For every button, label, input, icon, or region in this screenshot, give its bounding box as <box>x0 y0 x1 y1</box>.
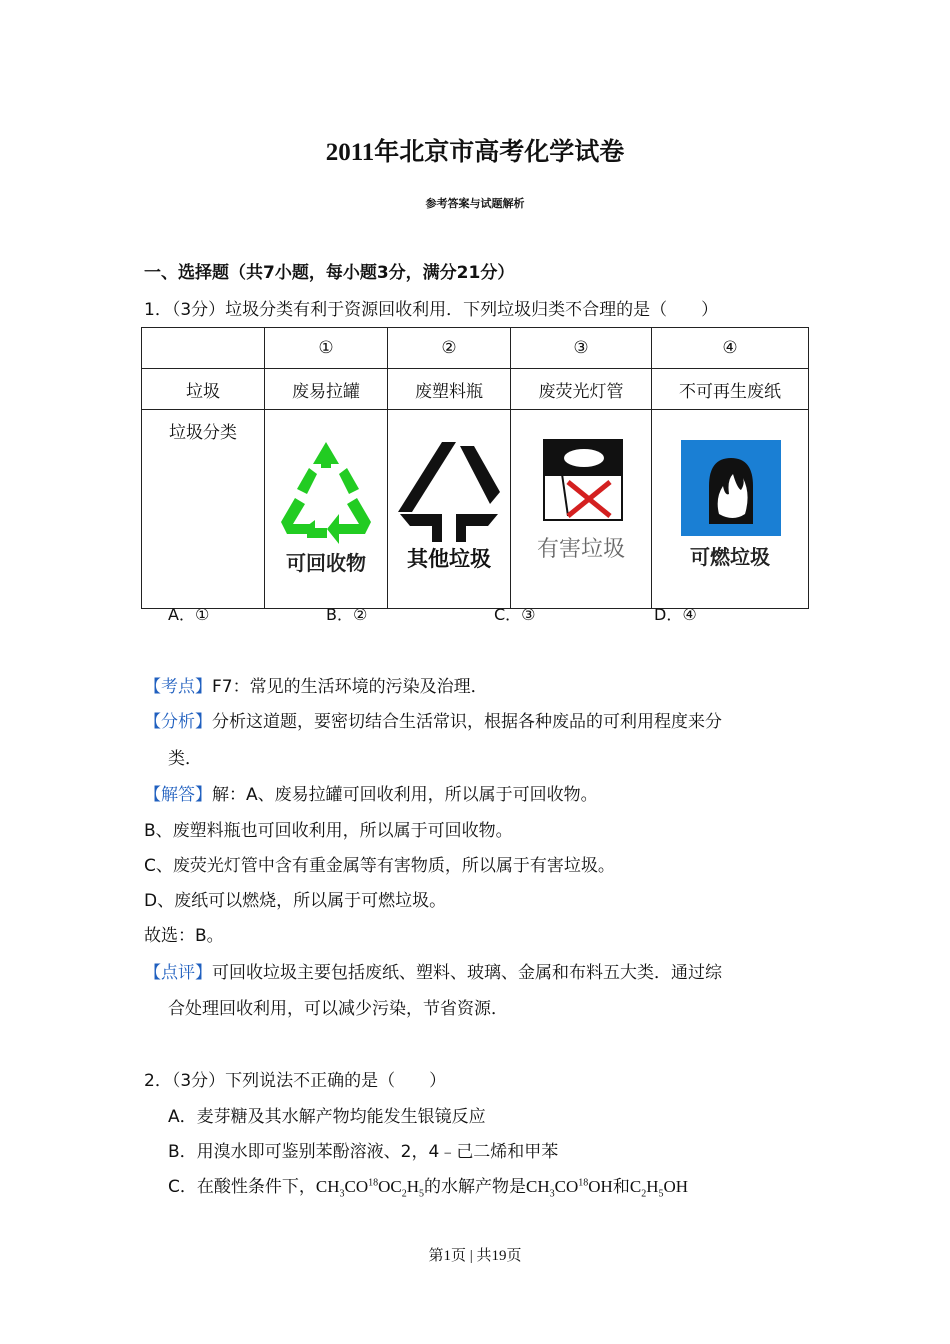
fenxi-text: 分析这道题，要密切结合生活常识，根据各种废品的可利用程度来分 <box>212 712 722 732</box>
dianping-line <box>144 958 722 983</box>
garbage-item-3: 废荧光灯管 <box>511 369 652 410</box>
page-subtitle: 参考答案与试题解析 <box>425 197 525 210</box>
fenxi-continued: 类． <box>168 749 202 769</box>
question-2-stem: 2．（3分）下列说法不正确的是（ ） <box>144 1071 447 1091</box>
formula-ethanol: $C_2H_5OH$ <box>629 1177 689 1200</box>
logo-cell-recyclable <box>265 410 388 609</box>
q2-option-c[interactable] <box>168 1172 688 1199</box>
logo-label-flammable: 可燃垃圾 <box>690 545 770 569</box>
table-header-2: ② <box>388 328 511 369</box>
table-header-3: ③ <box>511 328 652 369</box>
row-label-garbage: 垃圾 <box>142 369 265 410</box>
option-c[interactable]: C．③ <box>494 605 536 624</box>
jieda-c: C、废荧光灯管中含有重金属等有害物质，所以属于有害垃圾。 <box>144 856 615 876</box>
row-label-category: 垃圾分类 <box>142 410 265 609</box>
q2-option-c-mid: 的水解产物是 <box>424 1177 527 1197</box>
option-b[interactable]: B．② <box>326 605 368 624</box>
jieda-d: D、废纸可以燃烧，所以属于可燃垃圾。 <box>144 891 447 911</box>
fenxi-line <box>144 707 722 732</box>
logo-label-other: 其他垃圾 <box>407 547 491 571</box>
jieda-b: B、废塑料瓶也可回收利用，所以属于可回收物。 <box>144 821 513 841</box>
fenxi-tag: 【分析】 <box>144 712 212 732</box>
dianping-continued: 合处理回收利用，可以减少污染，节省资源． <box>168 999 508 1019</box>
logo-cell-flammable <box>652 410 809 609</box>
garbage-item-4: 不可再生废纸 <box>652 369 809 410</box>
q2-option-b[interactable]: B．用溴水即可鉴别苯酚溶液、2，4﹣己二烯和甲苯 <box>168 1142 559 1162</box>
dianping-tag: 【点评】 <box>144 963 212 983</box>
formula-acid: $CH_3CO^{18}OH$ <box>526 1177 613 1200</box>
hazardous-waste-icon <box>522 434 640 584</box>
jieda-tag: 【解答】 <box>144 785 212 805</box>
page-title: 2011年北京市高考化学试卷 <box>325 139 625 166</box>
jieda-line <box>144 780 598 805</box>
q2-option-c-prefix: C．在酸性条件下， <box>168 1177 316 1197</box>
dianping-text: 可回收垃圾主要包括废纸、塑料、玻璃、金属和布料五大类．通过综 <box>212 963 722 983</box>
q2-option-a[interactable]: A．麦芽糖及其水解产物均能发生银镜反应 <box>168 1107 486 1127</box>
flammable-icon <box>671 434 789 584</box>
formula-ester: $CH_3CO^{18}OC_2H_5$ <box>315 1177 425 1200</box>
logo-label-recyclable: 可回收物 <box>286 551 366 575</box>
table-header-1: ① <box>265 328 388 369</box>
recycle-icon <box>267 434 385 584</box>
garbage-table <box>141 327 809 609</box>
q2-option-c-and: 和 <box>612 1177 630 1197</box>
table-header-empty <box>142 328 265 369</box>
option-a[interactable]: A．① <box>168 605 210 624</box>
logo-cell-hazardous <box>511 410 652 609</box>
garbage-item-2: 废塑料瓶 <box>388 369 511 410</box>
table-header-4: ④ <box>652 328 809 369</box>
kaodian-tag: 【考点】 <box>144 677 212 697</box>
section-heading: 一、选择题（共7小题，每小题3分，满分21分） <box>144 263 515 283</box>
logo-label-hazardous: 有害垃圾 <box>536 537 626 562</box>
jieda-answer: 故选：B。 <box>144 926 224 946</box>
option-d[interactable]: D．④ <box>654 605 697 624</box>
kaodian-text: F7：常见的生活环境的污染及治理． <box>212 677 488 697</box>
question-1-stem: 1．（3分）垃圾分类有利于资源回收利用．下列垃圾归类不合理的是（ ） <box>144 300 719 320</box>
kaodian-line <box>144 672 488 697</box>
logo-cell-other <box>388 410 511 609</box>
jieda-text: 解：A、废易拉罐可回收利用，所以属于可回收物。 <box>212 785 598 805</box>
other-waste-icon <box>390 434 508 584</box>
garbage-item-1: 废易拉罐 <box>265 369 388 410</box>
page-footer: 第1页 | 共19页 <box>428 1248 522 1264</box>
